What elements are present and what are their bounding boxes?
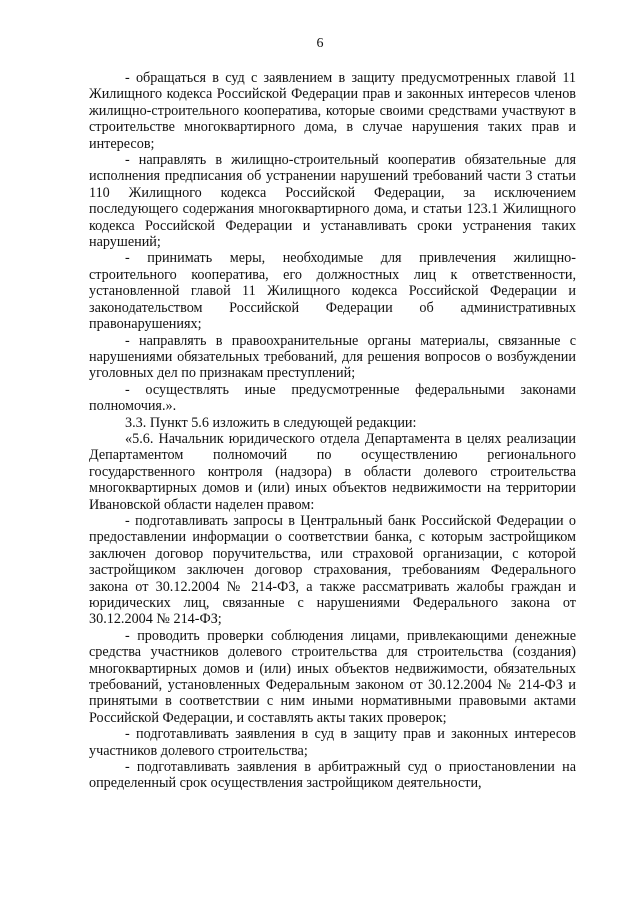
paragraph-take-measures: - принимать меры, необходимые для привлечения жилищно-строительного кооператива, его должностных лиц к ответственности, установленной главой 11 Жилищного кодекса Российской Федерации и законодательством Российской Федерации об административных правонарушениях;	[89, 250, 576, 333]
paragraph-court-claims: - обращаться в суд с заявлением в защиту предусмотренных главой 11 Жилищного кодекса Российской Федерации прав и законных интересов членов жилищно-строительного кооператива, которые своими средствами участвуют в строительстве многоквартирного дома, в случае нарушения таких прав и интересов;	[89, 70, 576, 152]
paragraph-prepare-requests: - подготавливать запросы в Центральный банк Российской Федерации о предоставлении информации о соответствии банка, с которым застройщиком заключен договор поручительства, или страховой организации, с которой застройщиком заключен договор страхования, требованиям Федерального закона от 30.12.2004 № 214-ФЗ, а также рассматривать жалобы граждан и юридических лиц, связанные с нарушениями Федерального закона от 30.12.2004 № 214-ФЗ;	[89, 512, 576, 628]
paragraph-arbitration-applications: - подготавливать заявления в арбитражный суд о приостановлении на определенный срок осуществления застройщиком деятельности,	[89, 759, 576, 792]
paragraph-send-orders: - направлять в жилищно-строительный кооператив обязательные для исполнения предписания об устранении нарушений требований части 3 статьи 110 Жилищного кодекса Российской Федерации, за исключением последующего содержания многоквартирного дома, и статьи 123.1 Жилищного кодекса Российской Федерации и устанавливать сроки устранения таких нарушений;	[89, 152, 576, 251]
paragraph-clause-3-3: 3.3. Пункт 5.6 изложить в следующей редакции:	[125, 414, 417, 431]
document-body	[89, 70, 576, 792]
page-number: 6	[316, 36, 324, 51]
paragraph-other-powers: - осуществлять иные предусмотренные федеральными законами полномочия.».	[89, 381, 576, 415]
paragraph-conduct-inspections: - проводить проверки соблюдения лицами, привлекающими денежные средства участников долевого строительства для строительства (создания) многоквартирных домов и (или) иных объектов недвижимости, обязательных требований, установленных Федеральным законом от 30.12.2004 № 214-ФЗ и принятыми в соответствии с ним иными нормативными правовыми актами Российской Федерации, и составлять акты таких проверок;	[89, 627, 576, 726]
paragraph-court-applications: - подготавливать заявления в суд в защиту прав и законных интересов участников долевого строительства;	[89, 726, 576, 759]
paragraph-clause-5-6: «5.6. Начальник юридического отдела Департамента в целях реализации Департаментом полномочий по осуществлению регионального государственного контроля (надзора) в области долевого строительства многоквартирных домов и (или) иных объектов недвижимости на территории Ивановской области наделен правом:	[89, 430, 576, 513]
paragraph-send-materials: - направлять в правоохранительные органы материалы, связанные с нарушениями обязательных требований, для решения вопросов о возбуждении уголовных дел по признакам преступлений;	[89, 332, 576, 382]
